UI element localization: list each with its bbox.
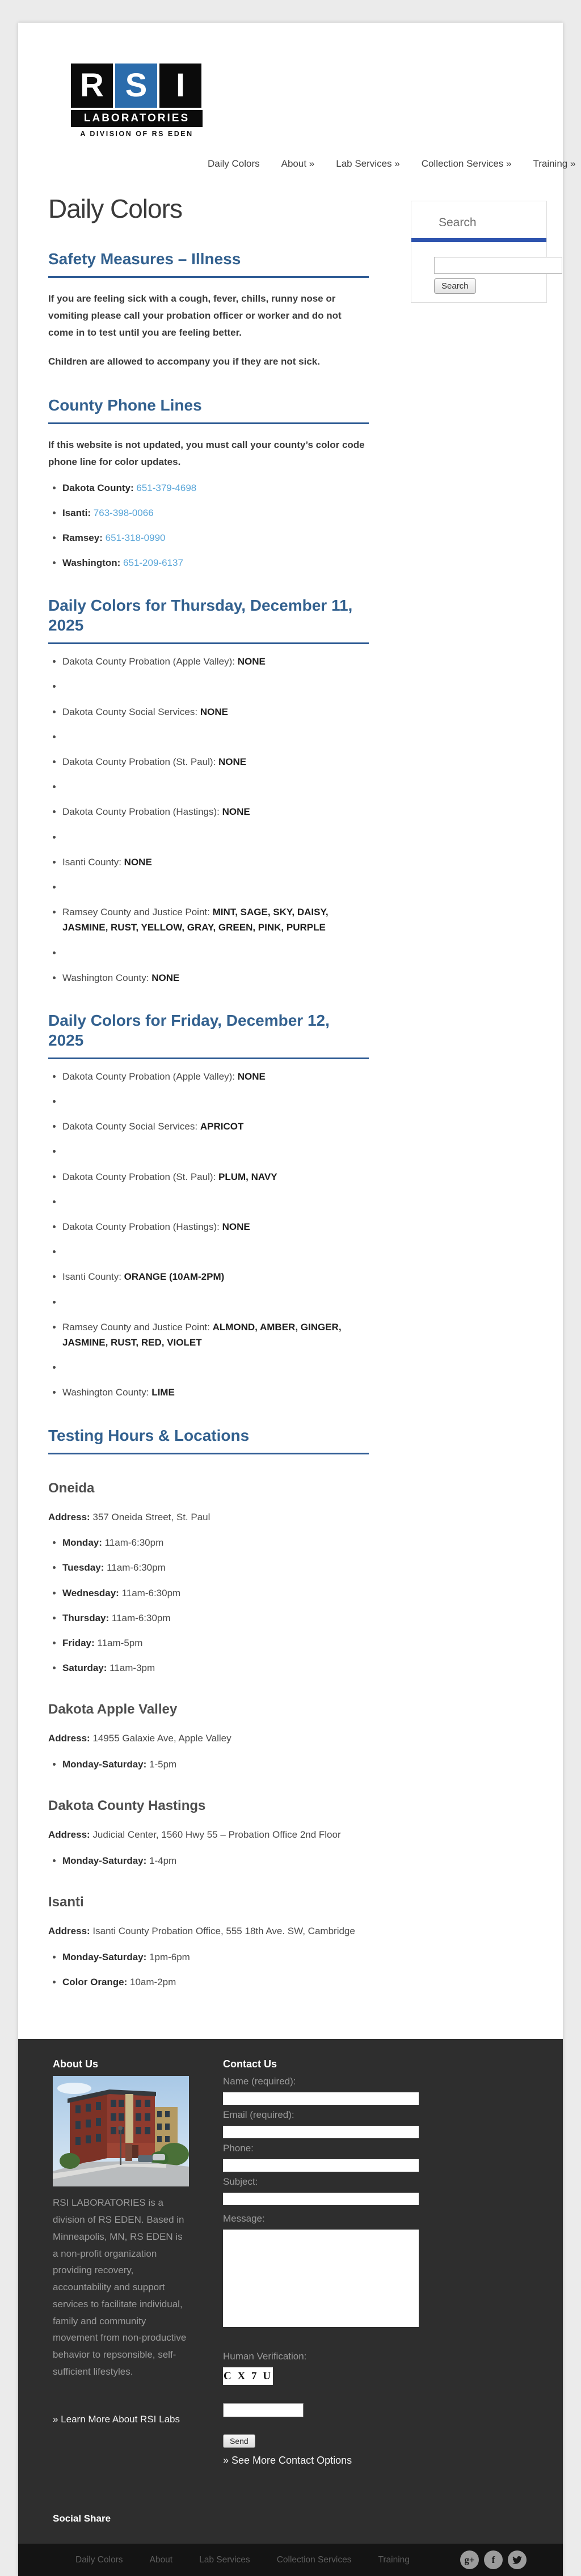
- contact-field-label: Phone:: [223, 2143, 254, 2154]
- safety-paragraph-1: If you are feeling sick with a cough, fever, chills, runny nose or vomiting please call your probation officer or worker and do not come in to test until you are feeling better.: [48, 293, 342, 338]
- social-icons: [460, 2550, 527, 2569]
- location-hours-list: [51, 1853, 369, 1868]
- captcha-input[interactable]: [223, 2403, 304, 2417]
- nav-item[interactable]: About »: [281, 158, 315, 169]
- contact-field-label: Subject:: [223, 2176, 258, 2188]
- daily-color-item: [62, 1269, 369, 1284]
- logo-letter-s: S: [115, 64, 157, 108]
- hours-day-label: Monday:: [62, 1537, 105, 1549]
- daily-color-item: [62, 1094, 369, 1109]
- section-friday-title: Daily Colors for Friday, December 12, 2025: [48, 1010, 369, 1059]
- logo-letter-i: I: [159, 64, 201, 108]
- nav-item[interactable]: Daily Colors: [208, 158, 260, 169]
- color-location-label: Ramsey County and Justice Point:: [62, 907, 213, 918]
- section-safety-title: Safety Measures – Illness: [48, 249, 369, 278]
- color-location-label: Ramsey County and Justice Point:: [62, 1321, 213, 1333]
- county-name: Ramsey:: [62, 532, 103, 543]
- search-input[interactable]: [434, 257, 562, 274]
- google-plus-icon[interactable]: g+: [460, 2550, 479, 2569]
- twitter-icon[interactable]: [508, 2550, 527, 2569]
- contact-field: [223, 2176, 419, 2205]
- hours-item: [62, 1660, 369, 1676]
- hours-value: 11am-6:30pm: [111, 1612, 171, 1623]
- address-label: Address:: [48, 1733, 93, 1744]
- logo-blocks: [71, 64, 203, 108]
- human-verification-label: Human Verification:: [223, 2351, 307, 2362]
- color-value: NONE: [222, 806, 250, 818]
- hours-value: 11am-3pm: [110, 1663, 155, 1674]
- hours-item: [62, 1610, 369, 1626]
- footer-columns: [53, 2056, 563, 2467]
- county-name: Washington:: [62, 557, 121, 569]
- county-name: Isanti:: [62, 507, 91, 518]
- hours-item: [62, 1853, 369, 1868]
- safety-paragraph-2: Children are allowed to accompany you if they are not sick.: [48, 356, 320, 367]
- site-header: [18, 23, 576, 170]
- location-name: Oneida: [48, 1480, 95, 1496]
- address-label: Address:: [48, 1829, 93, 1841]
- main-nav: [208, 158, 576, 170]
- daily-color-item: [62, 945, 369, 961]
- county-phone-item: [62, 480, 369, 496]
- location-hours-list: [51, 1535, 369, 1676]
- hours-value: 11am-5pm: [97, 1638, 143, 1648]
- friday-colors-list: [51, 1069, 369, 1401]
- color-value: ALMOND, AMBER, GINGER, JASMINE, RUST, RED, VIOLET: [62, 1321, 342, 1348]
- address-value: Judicial Center, 1560 Hwy 55 – Probation Office 2nd Floor: [92, 1829, 341, 1841]
- section-thursday-title: Daily Colors for Thursday, December 11, 2025: [48, 595, 369, 644]
- color-location-label: Washington County:: [62, 972, 152, 983]
- section-county-phone-title: County Phone Lines: [48, 395, 369, 424]
- hours-day-label: Tuesday:: [62, 1562, 107, 1573]
- address-label: Address:: [48, 1926, 93, 1937]
- county-name: Dakota County:: [62, 482, 134, 493]
- daily-color-item: [62, 754, 369, 769]
- about-us-title: About Us: [53, 2058, 98, 2070]
- phone-link[interactable]: 763-398-0066: [93, 507, 154, 518]
- color-location-label: Washington County:: [62, 1387, 152, 1398]
- hours-value: 1pm-6pm: [149, 1952, 190, 1962]
- captcha-image: C X 7 U: [223, 2367, 273, 2385]
- daily-color-item: [62, 1360, 369, 1375]
- daily-color-item: [62, 1069, 369, 1084]
- message-label: Message:: [223, 2213, 265, 2224]
- daily-color-item: [62, 654, 369, 669]
- color-location-label: Dakota County Probation (Hastings):: [62, 806, 222, 818]
- hours-item: [62, 1635, 369, 1651]
- hours-value: 11am-6:30pm: [121, 1587, 181, 1598]
- color-value: NONE: [200, 706, 228, 717]
- location-address: [48, 1730, 369, 1747]
- bottom-nav-item[interactable]: Lab Services: [199, 2554, 250, 2565]
- message-textarea[interactable]: [223, 2230, 419, 2327]
- location-hours-list: [51, 1757, 369, 1772]
- send-button[interactable]: Send: [223, 2434, 255, 2448]
- search-widget-accent-bar: [411, 238, 546, 242]
- daily-color-item: [62, 1144, 369, 1159]
- address-value: 357 Oneida Street, St. Paul: [92, 1511, 210, 1522]
- color-location-label: Dakota County Social Services:: [62, 1121, 200, 1132]
- section-testing-title: Testing Hours & Locations: [48, 1426, 369, 1454]
- color-value: PLUM, NAVY: [218, 1171, 277, 1182]
- hours-day-label: Saturday:: [62, 1663, 110, 1674]
- logo-letter-r: R: [71, 64, 113, 108]
- contact-field-input[interactable]: [223, 2193, 419, 2205]
- county-phone-list: [51, 480, 369, 571]
- bottom-nav-item[interactable]: About: [149, 2554, 173, 2565]
- color-location-label: Dakota County Probation (St. Paul):: [62, 756, 218, 767]
- bottom-nav-item[interactable]: Training: [378, 2554, 410, 2565]
- learn-more-link[interactable]: » Learn More About RSI Labs: [53, 2413, 180, 2425]
- county-phone-intro: If this website is not updated, you must call your county’s color code phone line for color updates.: [48, 439, 365, 467]
- more-contact-options-link[interactable]: » See More Contact Options: [223, 2455, 352, 2467]
- location-block: [48, 1481, 369, 1676]
- about-us-text: RSI LABORATORIES is a division of RS EDEN. Based in Minneapolis, MN, RS EDEN is a non-profit organization providing recovery, accountability and support services to facilitate individual, family and community movement from non-productive behavior to repsonsible, self-sufficient lifestyles.: [53, 2197, 187, 2377]
- bottom-nav-item[interactable]: Daily Colors: [75, 2554, 123, 2565]
- contact-us-title: Contact Us: [223, 2058, 277, 2070]
- white-area: [18, 23, 576, 2039]
- daily-color-item: [62, 704, 369, 720]
- contact-field-label: Name (required):: [223, 2076, 296, 2087]
- daily-color-item: [62, 1219, 369, 1234]
- thursday-colors-list: [51, 654, 369, 985]
- hours-item: [62, 1974, 369, 1990]
- bottom-bar: [18, 2544, 563, 2576]
- color-location-label: Isanti County:: [62, 856, 124, 868]
- footer-contact: [223, 2056, 419, 2467]
- color-location-label: Dakota County Probation (Apple Valley):: [62, 1071, 238, 1082]
- nav-item[interactable]: Training »: [533, 158, 576, 169]
- daily-color-item: [62, 1194, 369, 1209]
- daily-color-item: [62, 729, 369, 745]
- color-location-label: Dakota County Probation (Apple Valley):: [62, 656, 238, 667]
- facebook-icon[interactable]: f: [484, 2550, 503, 2569]
- location-address: [48, 1826, 369, 1843]
- address-label: Address:: [48, 1511, 93, 1522]
- search-widget: [411, 201, 547, 303]
- hours-day-label: Monday-Saturday:: [62, 1759, 150, 1770]
- daily-color-item: [62, 1244, 369, 1259]
- contact-field-label: Email (required):: [223, 2109, 294, 2121]
- nav-item[interactable]: Collection Services »: [421, 158, 512, 169]
- contact-fields: [223, 2076, 419, 2205]
- footer: [18, 2039, 563, 2544]
- color-value: NONE: [237, 1071, 266, 1082]
- address-value: 14955 Galaxie Ave, Apple Valley: [92, 1733, 231, 1744]
- county-phone-item: [62, 505, 369, 521]
- sidebar: [411, 201, 547, 1999]
- location-hours-list: [51, 1949, 369, 1990]
- locations: [48, 1481, 369, 1990]
- location-block: [48, 1702, 369, 1772]
- location-name: Dakota County Hastings: [48, 1798, 206, 1814]
- hours-day-label: Wednesday:: [62, 1587, 122, 1598]
- bottom-nav-item[interactable]: Collection Services: [276, 2554, 352, 2565]
- phone-link[interactable]: 651-379-4698: [136, 482, 197, 493]
- color-location-label: Dakota County Social Services:: [62, 706, 200, 717]
- contact-field-input[interactable]: [223, 2126, 419, 2138]
- daily-color-item: [62, 1169, 369, 1185]
- color-value: NONE: [124, 856, 152, 868]
- color-value: NONE: [151, 972, 180, 983]
- county-phone-item: [62, 530, 369, 545]
- daily-color-item: [62, 855, 369, 870]
- daily-color-item: [62, 804, 369, 819]
- bottom-nav: [75, 2555, 410, 2565]
- contact-field: [223, 2143, 419, 2172]
- hours-day-label: Monday-Saturday:: [62, 1855, 150, 1867]
- hours-item: [62, 1585, 369, 1601]
- color-value: APRICOT: [200, 1121, 244, 1132]
- daily-color-item: [62, 970, 369, 985]
- contact-field: [223, 2109, 419, 2138]
- daily-color-item: [62, 1319, 369, 1350]
- hours-item: [62, 1949, 369, 1965]
- daily-color-item: [62, 679, 369, 694]
- county-phone-item: [62, 555, 369, 570]
- hours-item: [62, 1560, 369, 1575]
- content-wrap: [18, 170, 563, 1999]
- daily-color-item: [62, 879, 369, 895]
- hours-value: 1-5pm: [149, 1759, 177, 1770]
- phone-link[interactable]: 651-318-0990: [105, 532, 166, 543]
- location-block: [48, 1798, 369, 1868]
- daily-color-item: [62, 1119, 369, 1134]
- color-location-label: Dakota County Probation (St. Paul):: [62, 1171, 218, 1182]
- main-column: [48, 193, 369, 1999]
- footer-about: [53, 2056, 189, 2467]
- hours-item: [62, 1535, 369, 1550]
- color-value: NONE: [222, 1221, 250, 1232]
- social-share-title: Social Share: [53, 2513, 111, 2524]
- phone-link[interactable]: 651-209-6137: [123, 557, 183, 569]
- location-block: [48, 1894, 369, 1990]
- contact-field: [223, 2076, 419, 2105]
- hours-day-label: Color Orange:: [62, 1977, 130, 1988]
- location-name: Isanti: [48, 1894, 84, 1910]
- building-photo: [53, 2076, 189, 2186]
- color-value: ORANGE (10AM-2PM): [124, 1271, 225, 1283]
- hours-value: 1-4pm: [149, 1855, 177, 1867]
- logo-tagline: A DIVISION OF RS EDEN: [80, 130, 193, 138]
- hours-day-label: Monday-Saturday:: [62, 1952, 150, 1962]
- nav-item[interactable]: Lab Services »: [336, 158, 400, 169]
- daily-color-item: [62, 779, 369, 794]
- daily-color-item: [62, 904, 369, 935]
- color-value: NONE: [218, 756, 247, 767]
- hours-day-label: Thursday:: [62, 1612, 112, 1623]
- hours-day-label: Friday:: [62, 1638, 98, 1648]
- search-button[interactable]: Search: [434, 278, 476, 294]
- logo-laboratories-bar: LABORATORIES: [71, 110, 203, 127]
- contact-field-input[interactable]: [223, 2092, 419, 2105]
- search-widget-title: Search: [439, 216, 477, 229]
- daily-color-item: [62, 830, 369, 845]
- content-card: [18, 23, 576, 2576]
- hours-item: [62, 1757, 369, 1772]
- hours-value: 10am-2pm: [130, 1977, 176, 1988]
- address-value: Isanti County Probation Office, 555 18th Ave. SW, Cambridge: [92, 1926, 355, 1937]
- location-address: [48, 1923, 369, 1940]
- color-location-label: Dakota County Probation (Hastings):: [62, 1221, 222, 1232]
- contact-field-input[interactable]: [223, 2159, 419, 2172]
- color-location-label: Isanti County:: [62, 1271, 124, 1283]
- hours-value: 11am-6:30pm: [104, 1537, 164, 1549]
- daily-color-item: [62, 1295, 369, 1310]
- color-value: MINT, SAGE, SKY, DAISY, JASMINE, RUST, YELLOW, GRAY, GREEN, PINK, PURPLE: [62, 907, 329, 933]
- location-name: Dakota Apple Valley: [48, 1702, 178, 1718]
- color-value: NONE: [237, 656, 266, 667]
- page-title: Daily Colors: [48, 194, 182, 223]
- rsi-logo[interactable]: [71, 64, 203, 138]
- color-value: LIME: [151, 1387, 175, 1398]
- daily-color-item: [62, 1385, 369, 1400]
- location-address: [48, 1509, 369, 1526]
- hours-value: 11am-6:30pm: [107, 1562, 166, 1573]
